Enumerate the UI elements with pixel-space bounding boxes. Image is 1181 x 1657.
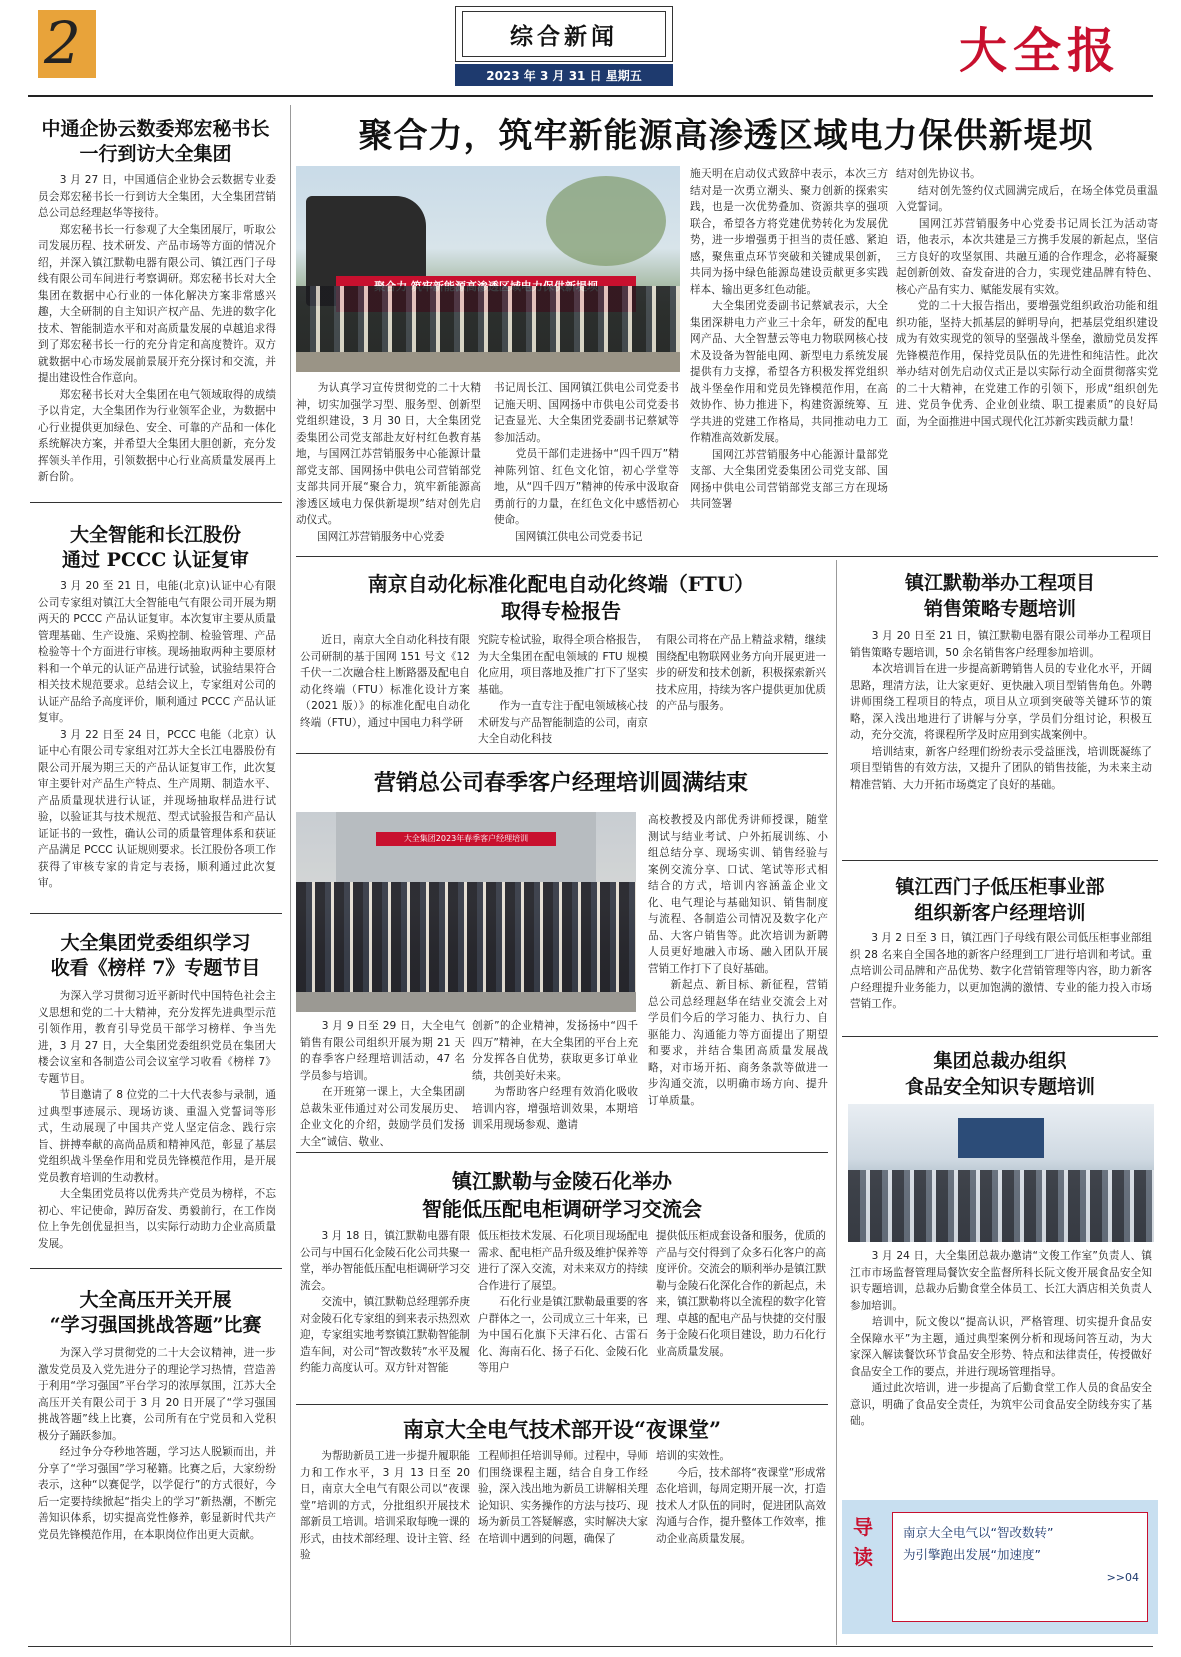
guide-label [850, 1512, 876, 1572]
ftu-title-line2: 取得专检报告 [501, 599, 621, 623]
night-col2: 工程师担任培训导师。过程中，导师们围绕课程主题，结合自身工作经验，深入浅出地为新员工讲解相关理论知识、实务操作的方法与技巧、现场为新员工答疑解惑，实时解决大家在培训中遇到的问题，确保了 [478, 1450, 648, 1545]
pccc-body: 3 月 20 至 21 日，电能(北京)认证中心有限公司专家组对镇江大全智能电气有限公司开展为期两天的 PCCC 产品认证复审。本次复审主要从质量管理基础、生产设施、采购控制、检验管理、产品检验等十个方面进行审核。现场抽取两种主要原材料和一个单元的认证产品进行试验，试验结果符合相关技术规范要求。总结会议上，专家组对公司的认证产品给予高度评价，顺利通过 PCCC 产品认证复审。 3 月 22 日至 24 日，PCCC 电能（北京）认证中心有限公司专家组对江苏大全长江电器股份有限公司开展为期三天的产品认证复审工作，此次复审主要针对产品生产特点、生产周期、制造水平、产品质量现状进行认证，并现场抽取样品进行试验，以验证其与技术规范、型式试验报告和产品认证证书的一致性，确认公司的质量管理体系和获证产品满足 PCCC 认证规则要求。长江股份各项工作获得了审核专家的肯定与表扬，顺利通过此次复审。 [38, 580, 276, 889]
audience [848, 1170, 1154, 1242]
gaoya-title-line2: “学习强国挑战答题”比赛 [49, 1314, 262, 1336]
ftu-col1: 近日，南京大全自动化科技有限公司研制的基于国网 151 号文《12 千伏一二次融合柱上断路器及配电自动化终端（FTU）标准化设计方案（2021 版）》的标准化配电自动化终端（FTU），通过中国电力科学研 [300, 634, 474, 729]
section-title: 综合新闻 [510, 23, 618, 50]
bottom-rule [28, 1646, 1153, 1647]
page-number: 2 [44, 9, 81, 77]
guide-label-2: 读 [853, 1545, 873, 1569]
lead-col2: 书记周长江、国网镇江供电公司党委书记施天明、国网扬中市供电公司党委书记查显光、大全集团党委副书记蔡斌等参加活动。 党员干部们走进扬中“四千四万”精神陈列馆、红色文化馆，初心学堂等地，从“四千四万”精神的传承中汲取奋勇前行的力量，在红色文化中感悟初心使命。 国网镇江供电公司党委书记 [494, 382, 679, 543]
gaoya-body: 为深入学习贯彻党的二十大会议精神，进一步激发党员及入党先进分子的理论学习热情，营造善于利用“学习强国”平台学习的浓厚氛围，江苏大全高压开关有限公司于 3 月 20 日开展了“学习强国挑战答题”线上比赛，公司所有在宁党员和入党积极分子踊跃参加。 经过争分夺秒地答题，学习达人脱颖而出，并分享了“学习强国”学习秘籍。比赛之后，大家纷纷表示，这种“以赛促学，以学促行”的方式很好，今后一定要持续掀起“指尖上的学习”新热潮，不断完善知识体系，切实提高党性修养，彰显新时代共产党员先锋模范作用，在本职岗位作出更大贡献。 [38, 1347, 276, 1541]
spring-title: 营销总公司春季客户经理培训圆满结束 [373, 770, 748, 796]
issue-date: 2023 年 3 月 31 日 星期五 [486, 69, 642, 83]
crowd [296, 882, 636, 992]
pccc-title-line2: 通过 PCCC 认证复审 [62, 549, 249, 571]
jinling-col2: 低压柜技术发展、石化项目现场配电需求、配电柜产品升级及维护保养等进行了深入交流，对未来双方的持续合作进行了展望。 石化行业是镇江默勒最重要的客户群体之一，公司成立三十年来，已为中国石化旗下天津石化、古雷石化、海南石化、扬子石化、金陵石化等用户 [478, 1230, 648, 1374]
rule [30, 1268, 282, 1269]
spring-photo-banner-text: 大全集团2023年春季客户经理培训 [403, 834, 529, 843]
guide-label-1: 导 [853, 1515, 873, 1539]
ground [296, 992, 636, 1012]
bangyang-title-line1: 大全集团党委组织学习 [60, 932, 251, 954]
night-col3: 培训的实效性。 今后，技术部将“夜课堂”形成常态化培训，每周定期开展一次，打造技术人才队伍的同时，促进团队高效沟通与合作，提升整体工作效率，推动企业高质量发展。 [656, 1450, 826, 1545]
moller-title-line2: 销售策略专题培训 [923, 598, 1076, 620]
masthead-rule [28, 95, 1153, 97]
spring-photo [296, 812, 636, 1012]
ftu-col2: 究院专检试验，取得全项合格报告，为大全集团在配电领域的 FTU 规模化应用，项目落地及推广打下了坚实基础。 作为一直专注于配电领域核心技术研发与产品智能制造的公司，南京大全自动化科技 [478, 634, 648, 745]
lead-col1: 为认真学习宣传贯彻党的二十大精神，切实加强学习型、服务型、创新型党组织建设，3 月 30 日，大全集团党委集团公司党支部赴友好村红色教育基地，与国网江苏营销服务中心能源计量部党支部、国网扬中供电公司营销部党支部共同开展“聚合力，筑牢新能源高渗透区域电力保供新堤坝”结对创先启动仪式。 国网江苏营销服务中心党委 [296, 382, 481, 543]
rule [842, 1036, 1158, 1037]
guide-line1: 南京大全电气以“智改数转” [903, 1525, 1054, 1540]
food-photo [848, 1104, 1154, 1242]
food-body: 3 月 24 日，大全集团总裁办邀请“文俊工作室”负责人、镇江市市场监督管理局餐饮安全监督所科长阮文俊开展食品安全知识专题培训，总裁办后勤食堂全体员工、长江大酒店相关负责人参加培训。 培训中，阮文俊以“提高认识，严格管理、切实提升食品安全保障水平”为主题，通过典型案例分析和现场问答互动，为大家深入解读餐饮环节食品安全形势、特点和法律责任，传授做好食品安全工作的要点，并进行现场管理指导。 通过此次培训，进一步提高了后勤食堂工作人员的食品安全意识，明确了食品安全责任，为筑牢公司食品安全防线夯实了基础。 [850, 1250, 1152, 1427]
spring-col2: 创新”的企业精神，发扬扬中“四千四万”精神，在大全集团的平台上充分发挥各自优势，获取更多订单业绩，共创美好未来。 为帮助客户经理有效消化吸收培训内容，增强培训效果，本期培训采用现场参观、邀请 [472, 1020, 638, 1131]
bangyang-title-line2: 收看《榜样 7》专题节目 [50, 957, 261, 979]
ground [296, 352, 680, 372]
column-divider [290, 105, 291, 1645]
rule [30, 913, 282, 914]
rule [30, 502, 282, 503]
ftu-col3: 有限公司将在产品上精益求精，继续围绕配电物联网业务方向开展更进一步的研发和技术创新，积极探索新兴技术应用，持续为客户提供更加优质的产品与服务。 [656, 634, 826, 712]
zhongtong-title-line1: 中通企协云数委郑宏秘书长 [41, 118, 270, 140]
jinling-title-line2: 智能低压配电柜调研学习交流会 [422, 1197, 702, 1221]
rule [296, 1404, 828, 1405]
zhongtong-body: 3 月 27 日，中国通信企业协会云数据专业委员会郑宏秘书长一行到访大全集团，大全集团营销总公司总经理赵华等接待。 郑宏秘书长一行参观了大全集团展厅，听取公司发展历程、技术研发、产品市场等方面的情况介绍，并深入镇江默勒电器有限公司、镇江西门子母线有限公司车间进行考察调研。郑宏秘书长对大全集团在数据中心行业的一体化解决方案非常感兴趣，大全研制的自主知识产权产品、先进的数字化技术、智能制造水平和对高质量发展的卓越追求得到了郑宏秘书长一行的充分肯定和高度赞许。双方就数据中心市场发展前景展开充分探讨和交流，并提出建设性合作意向。 郑宏秘书长对大全集团在电气领域取得的成绩予以肯定，大全集团作为行业领军企业，为数据中心行业提供更加绿色、安全、可靠的产品和一体化系统解决方案，并希望大全集团大胆创新，充分发挥领头羊作用，引领数据中心行业高质量发展再上新台阶。 [38, 174, 276, 483]
spring-photo-banner [376, 832, 556, 846]
night-title: 南京大全电气技术部开设“夜课堂” [402, 1417, 722, 1442]
newspaper-logo: 大全报 [958, 23, 1121, 79]
rule [296, 753, 828, 754]
building [336, 812, 596, 882]
moller-title-line1: 镇江默勒举办工程项目 [904, 572, 1095, 594]
siemens-title-line1: 镇江西门子低压柜事业部 [895, 876, 1105, 898]
night-col1: 为帮助新员工进一步提升履职能力和工作水平，3 月 13 日至 20 日，南京大全电气有限公司以“夜课堂”培训的方式，分批组织开展技术部新员工培训。培训采取每晚一课的形式，由技术部经理、设计主管、经验 [300, 1450, 474, 1561]
spring-right: 高校教授及内部优秀讲师授课，随堂测试与结业考试、户外拓展训练、小组总结分享、现场实训、销售经验与案例交流分享、口试、笔试等形式相结合的方式，培训内容涵盖企业文化、电气理论与基础知识、销售制度与流程、各制造公司情况及数字化产品、大客户销售等。此次培训为新聘人员更好地融入市场、融入团队开展营销工作打下了良好基础。 新起点、新目标、新征程，营销总公司总经理赵华在结业交流会上对学员们今后的学习能力、执行力、自驱能力、沟通能力等方面提出了期望和要求，并结合集团高质量发展战略，对市场开拓、商务条款等做进一步沟通交流，以明确市场方向、提升订单质量。 [648, 814, 828, 1107]
lead-col3: 施天明在启动仪式致辞中表示，本次三方结对是一次勇立潮头、聚力创新的探索实践，也是一次优势叠加、资源共享的强项联合，希望各方将党建优势转化为发展优势，进一步增强勇于担当的责任感、紧迫感，聚焦重点环节突破和关键成果创新，共同为扬中绿色能源岛建设贡献更多实践样本、输出更多红色动能。 大全集团党委副书记蔡斌表示，大全集团深耕电力产业三十余年，研发的配电网产品、大全智慧云等电力物联网核心技术及设备为智能电网、新型电力系统发展提供有力支撑，希望各方积极发挥党组织战斗堡垒作用和党员先锋模范作用，在高效协作、协力推进下，构建资源统筹、互学共进的党建工作格局，共同推动电力工作精准高效新发展。 国网江苏营销服务中心能源计量部党支部、大全集团党委集团公司党支部、国网扬中供电公司营销部党支部三方在现场共同签署 [690, 168, 888, 510]
guide-box [842, 1500, 1158, 1634]
ftu-title-line1: 南京自动化标准化配电自动化终端（FTU） [367, 572, 755, 596]
food-title-line1: 集团总裁办组织 [933, 1050, 1067, 1072]
pccc-title-line1: 大全智能和长江股份 [69, 524, 241, 546]
rule [296, 1152, 828, 1153]
rule [842, 860, 1158, 861]
jinling-col1: 3 月 18 日，镇江默勒电器有限公司与中国石化金陵石化公司共聚一堂，举办智能低压配电柜调研学习交流会。 交流中，镇江默勒总经理郭乔庚对金陵石化专家组的到来表示热烈欢迎，专家组实地考察镇江默勒智能制造车间，对公司“智改数转”水平及履约能力高度认可。双方针对智能 [300, 1230, 470, 1374]
rule [296, 556, 1158, 557]
jinling-col3: 提供低压柜成套设备和服务，优质的产品与交付得到了众多石化客户的高度评价。交流会的顺利举办是镇江默勒与金陵石化深化合作的新起点，未来，镇江默勒将以全流程的数字化管理、卓越的配电产品与快捷的交付服务于金陵石化项目建设，助力石化行业高质量发展。 [656, 1230, 826, 1358]
guide-page-ref: >>04 [1106, 1571, 1139, 1584]
food-title-line2: 食品安全知识专题培训 [904, 1076, 1095, 1098]
lead-photo [296, 166, 680, 372]
zhongtong-title-line2: 一行到访大全集团 [79, 143, 232, 165]
moller-body: 3 月 20 日至 21 日，镇江默勒电器有限公司举办工程项目销售策略专题培训，50 余名销售客户经理参加培训。 本次培训旨在进一步提高新聘销售人员的专业化水平，开阔思路，理清方法，让大家更好、更快融入项目型销售角色。外聘讲师围绕工程项目的特点，项目从立项到突破等关键环节的策略，深入浅出地进行了讲解与分享，学员们分组讨论，积极互动，充分交流，将课程所学及时应用到实战案例中。 培训结束，新客户经理们纷纷表示受益匪浅，培训既凝练了项目型销售的有效方法，又提升了团队的销售技能，为未来主动精准营销、大力开拓市场奠定了良好的基础。 [850, 630, 1152, 791]
tree [546, 176, 666, 266]
bangyang-body: 为深入学习贯彻习近平新时代中国特色社会主义思想和党的二十大精神，充分发挥先进典型示范引领作用，教育引导党员干部学习榜样、争当先进，3 月 27 日，大全集团党委组织党员在集团大楼会议室和各制造公司会议室学习收看《榜样 7》专题节目。 节目邀请了 8 位党的二十大代表参与录制，通过典型事迹展示、现场访谈、重温入党誓词等形式，生动展现了中国共产党人坚定信念、践行宗旨、拼搏奉献的高尚品质和精神风范，彰显了基层党组织战斗堡垒作用和党员先锋模范作用，是开展党员教育培训的生动教材。 大全集团党员将以优秀共产党员为榜样，不忘初心、牢记使命，踔厉奋发、勇毅前行，在工作岗位上争先创优显担当，以实际行动助力企业高质量发展。 [38, 990, 276, 1250]
siemens-title-line2: 组织新客户经理培训 [914, 902, 1086, 924]
page-number-box [38, 10, 96, 78]
lead-col4: 结对创先协议书。 结对创先签约仪式圆满完成后，在场全体党员重温入党誓词。 国网江苏营销服务中心党委书记周长江为活动寄语，他表示，本次共建是三方携手发展的新起点，坚信三方良好的攻坚氛围、共融互通的合作理念，必将凝聚起创新创效、奋发奋进的合力，实现党建品牌有特色、核心产品有实力、赋能发展有实效。 党的二十大报告指出，要增强党组织政治功能和组织功能，坚持大抓基层的鲜明导向，把基层党组织建设成为有效实现党的领导的坚强战斗堡垒，激励党员发挥先锋模范作用，保持党员队伍的先进性和纯洁性。此次举办结对创先启动仪式正是以实际行动全面贯彻落实党的二十大精神，在党建工作的引领下，形成“组织创先进、党员争优秀、企业创业绩、职工提素质”的良好局面，为全面推进中国式现代化江苏新实践贡献力量！ [896, 168, 1158, 428]
screen [958, 1118, 1044, 1158]
spring-col1: 3 月 9 日至 29 日，大全电气销售有限公司组织开展为期 21 天的春季客户经理培训活动，47 名学员参与培训。 在开班第一课上，大全集团副总裁朱亚伟通过对公司发展历史、企业文化的介绍，鼓励学员们发扬大全“诚信、敬业、 [300, 1020, 465, 1148]
guide-line2: 为引擎跑出发展“加速度” [903, 1547, 1041, 1562]
gaoya-title-line1: 大全高压开关开展 [79, 1289, 232, 1311]
siemens-body: 3 月 2 日至 3 日，镇江西门子母线有限公司低压柜事业部组织 28 名来自全国各地的新客户经理到工厂进行培训和考试。重点培训公司品牌和产品优势、数字化营销管理等内容，助力新客户经理提升业务能力，以更加饱满的激情、专业的能力投入市场营销工作。 [850, 932, 1152, 1010]
lead-title: 聚合力，筑牢新能源高渗透区域电力保供新堤坝 [358, 116, 1094, 156]
jinling-title-line1: 镇江默勒与金陵石化举办 [452, 1169, 672, 1193]
guide-link[interactable] [892, 1512, 1148, 1622]
column-divider [836, 560, 837, 1645]
